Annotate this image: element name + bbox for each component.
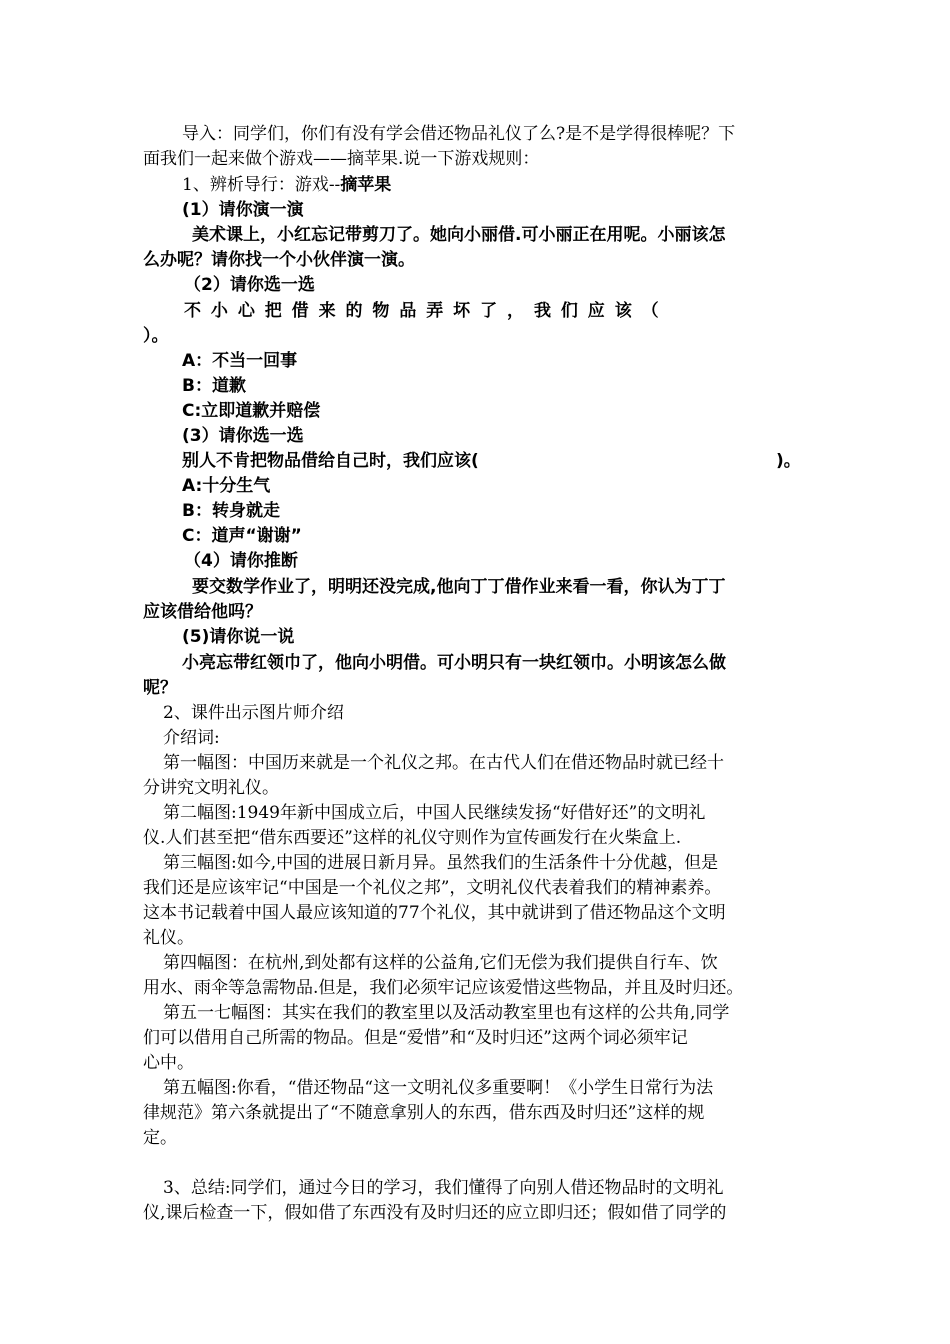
paragraph-line: 第五幅图:你看，“借还物品“这一文明礼仪多重要啊！《小学生日常行为法 [163,1078,714,1098]
paragraph-line: 第一幅图：中国历来就是一个礼仪之邦。在古代人们在借还物品时就已经十 [163,753,724,773]
question-text: 呢？ [143,678,177,698]
paragraph-line: 分讲究文明礼仪。 [143,778,279,798]
paragraph-line: 仪,课后检查一下，假如借了东西没有及时归还的应立即归还；假如借了同学的 [143,1203,727,1223]
question-text: 么办呢？请你找一个小伙伴演一演。 [143,250,415,270]
option: B：道歉 [182,376,246,396]
question-text-end: )。 [776,451,801,471]
paragraph-line: 第二幅图:1949年新中国成立后，中国人民继续发扬“好借好还”的文明礼 [163,803,706,823]
paragraph-line: 第三幅图:如今,中国的进展日新月异。虽然我们的生活条件十分优越，但是 [163,853,719,873]
paragraph-line: 定。 [143,1128,177,1148]
paragraph-line: 仪.人们甚至把“借东西要还”这样的礼仪守则作为宣传画发行在火柴盒上. [143,828,682,848]
paragraph-line: 介绍词: [163,728,220,748]
option: A:十分生气 [182,476,271,496]
option: C:立即道歉并赔偿 [182,401,321,421]
question-text: 不 小 心 把 借 来 的 物 品 弄 坏 了 ， 我 们 应 该 （ [184,301,659,321]
paragraph-line: 第五一七幅图：其实在我们的教室里以及活动教室里也有这样的公共角,同学 [163,1003,730,1023]
question-text: 小亮忘带红领巾了，他向小明借。可小明只有一块红领巾。小明该怎么做 [182,653,726,673]
question-title: (5)请你说一说 [182,627,295,647]
question-text: ）。 [143,326,169,346]
question-text: 美术课上，小红忘记带剪刀了。她向小丽借.可小丽正在用呢。小丽该怎 [192,225,726,245]
paragraph-line: 礼仪。 [143,928,194,948]
section-heading: 2、课件出示图片师介绍 [163,703,344,723]
paragraph-line: 们可以借用自己所需的物品。但是“爱惜”和“及时归还”这两个词必须牢记 [143,1028,688,1048]
option: B：转身就走 [182,501,280,521]
paragraph-line: 心中。 [143,1053,194,1073]
paragraph-line: 律规范》第六条就提出了“不随意拿别人的东西，借东西及时归还”这样的规 [143,1103,705,1123]
question-title: （4）请你推断 [184,551,298,571]
paragraph-line: 用水、雨伞等急需物品.但是，我们必须牢记应该爱惜这些物品，并且及时归还。 [143,978,744,998]
intro-line: 导入：同学们，你们有没有学会借还物品礼仪了么?是不是学得很棒呢？下 [182,124,736,144]
intro-line: 面我们一起来做个游戏——摘苹果.说一下游戏规则： [143,149,540,169]
question-title: （2）请你选一选 [184,275,315,295]
game-name: 摘苹果 [340,175,392,195]
question-title: (3）请你选一选 [182,426,304,446]
option: A：不当一回事 [182,351,298,371]
question-text: 要交数学作业了，明明还没完成,他向丁丁借作业来看一看，你认为丁丁 [192,577,726,597]
paragraph-line: 第四幅图：在杭州,到处都有这样的公益角,它们无偿为我们提供自行车、饮 [163,953,718,973]
paragraph-line: 这本书记载着中国人最应该知道的77个礼仪，其中就讲到了借还物品这个文明 [143,903,726,923]
section-heading [182,173,391,197]
paragraph-line: 3、总结:同学们，通过今日的学习，我们懂得了向别人借还物品时的文明礼 [163,1178,724,1198]
question-text: 应该借给他吗？ [143,602,262,622]
paragraph-line: 我们还是应该牢记“中国是一个礼仪之邦”，文明礼仪代表着我们的精神素养。 [143,878,722,898]
question-text: 别人不肯把物品借给自己时，我们应该( [182,451,479,471]
question-title: (1）请你演一演 [182,200,304,220]
section-number-label: 1、辨析导行：游戏-- [182,175,341,195]
option: C：道声“谢谢” [182,526,302,546]
